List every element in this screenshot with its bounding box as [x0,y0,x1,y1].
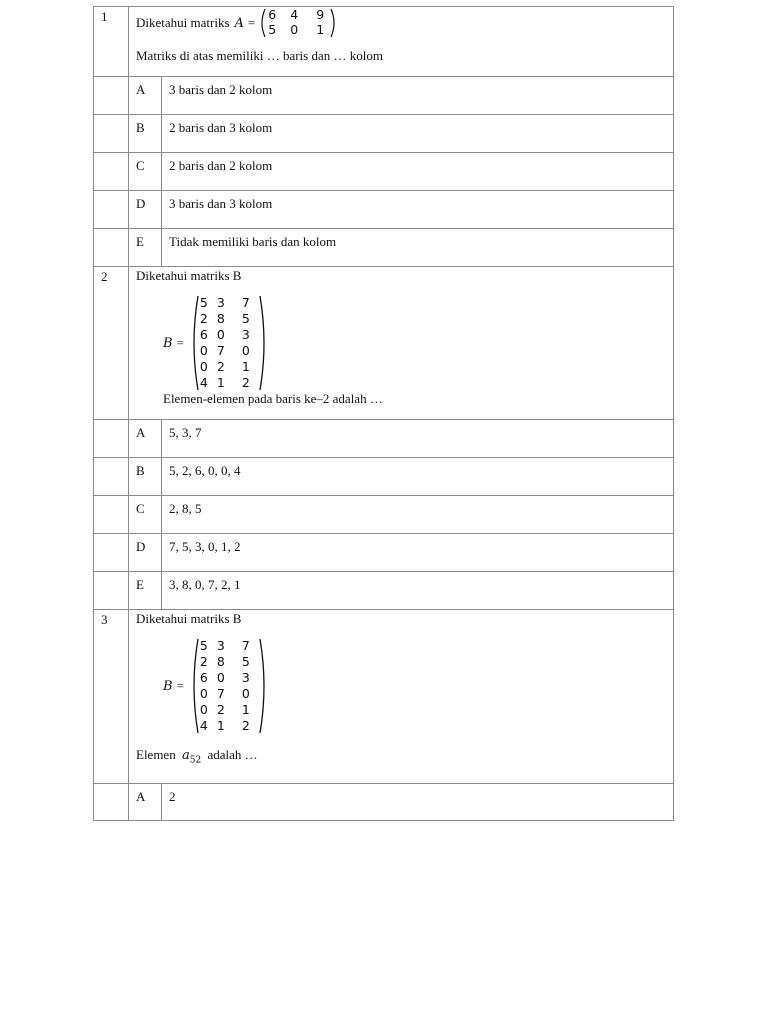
equals-sign: = [176,678,184,693]
matrix-cell: 2 [241,375,250,390]
matrix-cell: 0 [241,343,250,358]
option-row[interactable] [93,228,674,266]
right-paren-icon [259,638,268,734]
option-text: 3, 8, 0, 7, 2, 1 [169,577,241,592]
matrix-cell: 1 [216,375,225,390]
question-table [93,6,674,821]
option-row[interactable] [93,571,674,609]
matrix-cell: 5 [199,638,208,653]
option-text: 5, 2, 6, 0, 0, 4 [169,463,241,478]
matrix-cell: 2 [241,718,250,733]
option-letter: D [129,534,162,571]
left-paren-icon [190,638,199,734]
option-row[interactable] [93,190,674,228]
question-cell [129,267,673,419]
matrix-cell: 2 [216,359,225,374]
matrix-name: A [234,15,244,31]
option-letter: B [129,458,162,495]
matrix-cell: 3 [241,670,250,685]
matrix-cell: 7 [216,686,225,701]
option-text: 7, 5, 3, 0, 1, 2 [169,539,241,554]
matrix-cell: 8 [216,654,225,669]
option-text: 3 baris dan 2 kolom [169,82,273,97]
option-text: 2, 8, 5 [169,501,202,516]
left-paren-icon [190,295,199,391]
option-text: 3 baris dan 3 kolom [169,196,273,211]
question-stem: Diketahui matriks B [136,268,242,283]
matrix-cell: 1 [241,702,250,717]
matrix-cell: 3 [216,295,225,310]
question-number: 2 [94,267,129,419]
matrix-cell: 0 [216,327,225,342]
option-letter: E [129,572,162,609]
matrix-cell: 0 [216,670,225,685]
left-paren-icon [259,8,266,38]
matrix-cell: 8 [216,311,225,326]
matrix-cell: 2 [216,702,225,717]
matrix-cell: 0 [199,343,208,358]
option-letter: A [129,77,162,114]
matrix-equation [163,295,268,391]
stem-text: Diketahui matriks [136,15,230,30]
matrix-cell: 3 [216,638,225,653]
matrix-b [190,638,268,734]
equals-sign: = [176,335,184,350]
matrix-cell: 2 [199,311,208,326]
option-row[interactable] [93,419,674,457]
matrix-cell: 5 [199,295,208,310]
matrix-cell: 1 [316,22,325,37]
matrix-cell: 2 [199,654,208,669]
matrix-a-grid [266,8,330,38]
element-symbol: a [181,748,190,763]
question-row-2 [93,266,674,419]
option-text: 2 [169,789,176,804]
matrix-b-grid [199,295,259,391]
question-stem [136,7,337,39]
matrix-cell: 0 [290,22,299,37]
question-cell [129,610,673,783]
matrix-cell: 4 [290,7,299,22]
option-text: 2 baris dan 3 kolom [169,120,273,135]
prompt-suffix: adalah … [207,747,258,762]
option-letter: E [129,229,162,266]
matrix-b [190,295,268,391]
option-letter: D [129,191,162,228]
matrix-cell: 7 [241,638,250,653]
question-prompt: Elemen-elemen pada baris ke–2 adalah … [163,391,383,406]
right-paren-icon [259,295,268,391]
option-text: 2 baris dan 2 kolom [169,158,273,173]
matrix-name: B [163,678,173,694]
matrix-cell: 4 [199,718,208,733]
matrix-cell: 0 [241,686,250,701]
matrix-cell: 6 [199,670,208,685]
equals-sign: = [247,15,256,30]
element-subscript: 52 [189,755,202,766]
matrix-cell: 0 [199,359,208,374]
matrix-cell: 5 [241,311,250,326]
option-text: Tidak memiliki baris dan kolom [169,234,337,249]
matrix-b-grid [199,638,259,734]
matrix-cell: 6 [199,327,208,342]
question-row-3 [93,609,674,783]
right-paren-icon [330,8,337,38]
matrix-cell: 7 [216,343,225,358]
matrix-cell: 0 [199,686,208,701]
option-row[interactable] [93,76,674,114]
option-letter: A [129,420,162,457]
question-stem: Diketahui matriks B [136,611,242,626]
option-row[interactable] [93,114,674,152]
prompt-prefix: Elemen [136,747,176,762]
matrix-cell: 3 [241,327,250,342]
matrix-a [259,8,337,38]
question-prompt [136,747,258,766]
option-letter: A [129,784,162,820]
matrix-cell: 6 [268,7,277,22]
option-row[interactable] [93,533,674,571]
option-letter: B [129,115,162,152]
matrix-name: B [163,335,173,351]
matrix-cell: 4 [199,375,208,390]
option-row[interactable] [93,457,674,495]
question-cell [129,7,673,76]
matrix-cell: 1 [216,718,225,733]
question-number: 3 [94,610,129,783]
option-text: 5, 3, 7 [169,425,202,440]
matrix-cell: 9 [316,7,325,22]
option-letter: C [129,153,162,190]
question-number: 1 [94,7,129,76]
option-row[interactable] [93,495,674,533]
option-letter: C [129,496,162,533]
matrix-cell: 1 [241,359,250,374]
question-row-1 [93,6,674,76]
matrix-equation [163,638,268,734]
matrix-cell: 0 [199,702,208,717]
option-row[interactable] [93,152,674,190]
matrix-cell: 5 [241,654,250,669]
matrix-cell: 5 [268,22,277,37]
question-prompt: Matriks di atas memiliki … baris dan … kolom [136,48,383,63]
option-row[interactable] [93,783,674,821]
matrix-cell: 7 [241,295,250,310]
